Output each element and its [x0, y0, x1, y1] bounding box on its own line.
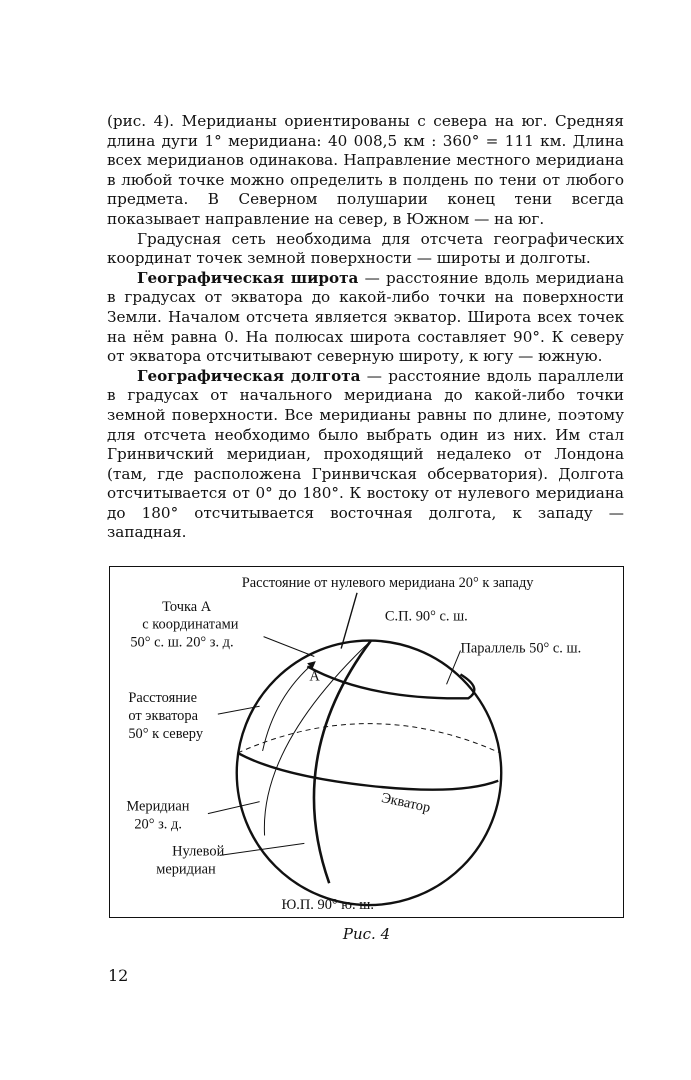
label-distance-west: Расстояние от нулевого меридиана 20° к западу	[241, 574, 534, 591]
paragraph	[107, 230, 624, 269]
zero-meridian-leader	[220, 843, 305, 855]
paragraph	[107, 112, 624, 230]
label-zero-meridian-1: Нулевой	[172, 843, 225, 860]
label-point-a-3: 50° с. ш. 20° з. д.	[130, 634, 234, 651]
label-distance-equator-2: от экватора	[128, 708, 199, 725]
label-point-a-2: с координатами	[142, 616, 239, 633]
term: Географическая широта	[137, 268, 359, 287]
globe-outline	[237, 641, 501, 905]
label-point-a-1: Точка А	[162, 598, 212, 615]
globe-diagram	[110, 567, 623, 917]
figure-globe	[109, 566, 624, 918]
label-distance-equator-1: Расстояние	[128, 690, 198, 707]
meridian-20-leader	[208, 802, 260, 814]
label-south-pole: Ю.П. 90° ю. ш.	[281, 897, 374, 914]
paragraph-text: — расстояние вдоль параллели в градусах от начального меридиана до какой-либо точки земной поверхности. Все меридианы равны по длине, поэтому для отсчета необходимо было выбрать один из них. Им стал Гринвичский меридиан, проходящий недалеко от Лондона (там, где расположена Гринвичская обсерватория). Долгота отсчитывается от 0° до 180°. К востоку от нулевого меридиана до 180° отсчитывается восточная долгота, к западу — западная.	[107, 366, 625, 542]
label-north-pole: С.П. 90° с. ш.	[384, 608, 468, 625]
label-meridian-20-1: Меридиан	[126, 798, 190, 815]
paragraph	[107, 367, 624, 543]
zero-meridian	[314, 641, 371, 884]
label-equator: Экватор	[379, 790, 432, 816]
label-parallel: Параллель 50° с. ш.	[460, 640, 582, 657]
label-meridian-20-2: 20° з. д.	[134, 816, 182, 833]
label-distance-equator-3: 50° к северу	[128, 726, 204, 743]
equator-back	[238, 724, 501, 753]
paragraph-text: Градусная сеть необходима для отсчета географических координат точек земной поверхности — широты и долготы.	[107, 229, 624, 268]
term: Географическая долгота	[137, 366, 361, 385]
point-a-leader	[264, 637, 315, 657]
latitude-arrow	[263, 662, 315, 750]
parallel-50	[307, 666, 474, 698]
paragraph-text: — расстояние вдоль меридиана в градусах от экватора до какой-либо точки на поверхности Земли. Началом отсчета является экватор. Широта всех точек на нём равна 0. На полюсах широта составляет 90°. К северу от экватора отсчитывают северную широту, к югу — южную.	[107, 268, 624, 366]
body-text	[107, 112, 624, 543]
paragraph	[107, 269, 624, 367]
label-point-a-marker: А	[309, 668, 320, 685]
paragraph-text: (рис. 4). Меридианы ориентированы с севера на юг. Средняя длина дуги 1° меридиана: 40 008,5 км : 360° = 111 км. Длина всех меридианов одинакова. Направление местного меридиана в любой точке можно определить в полдень по тени от любого предмета. В Северном полушарии конец тени всегда показывает направление на север, в Южном — на юг.	[107, 112, 624, 228]
figure-caption: Рис. 4	[342, 925, 391, 943]
label-zero-meridian-2: меридиан	[156, 861, 216, 878]
equator-line	[238, 753, 499, 790]
page-number: 12	[108, 966, 129, 985]
